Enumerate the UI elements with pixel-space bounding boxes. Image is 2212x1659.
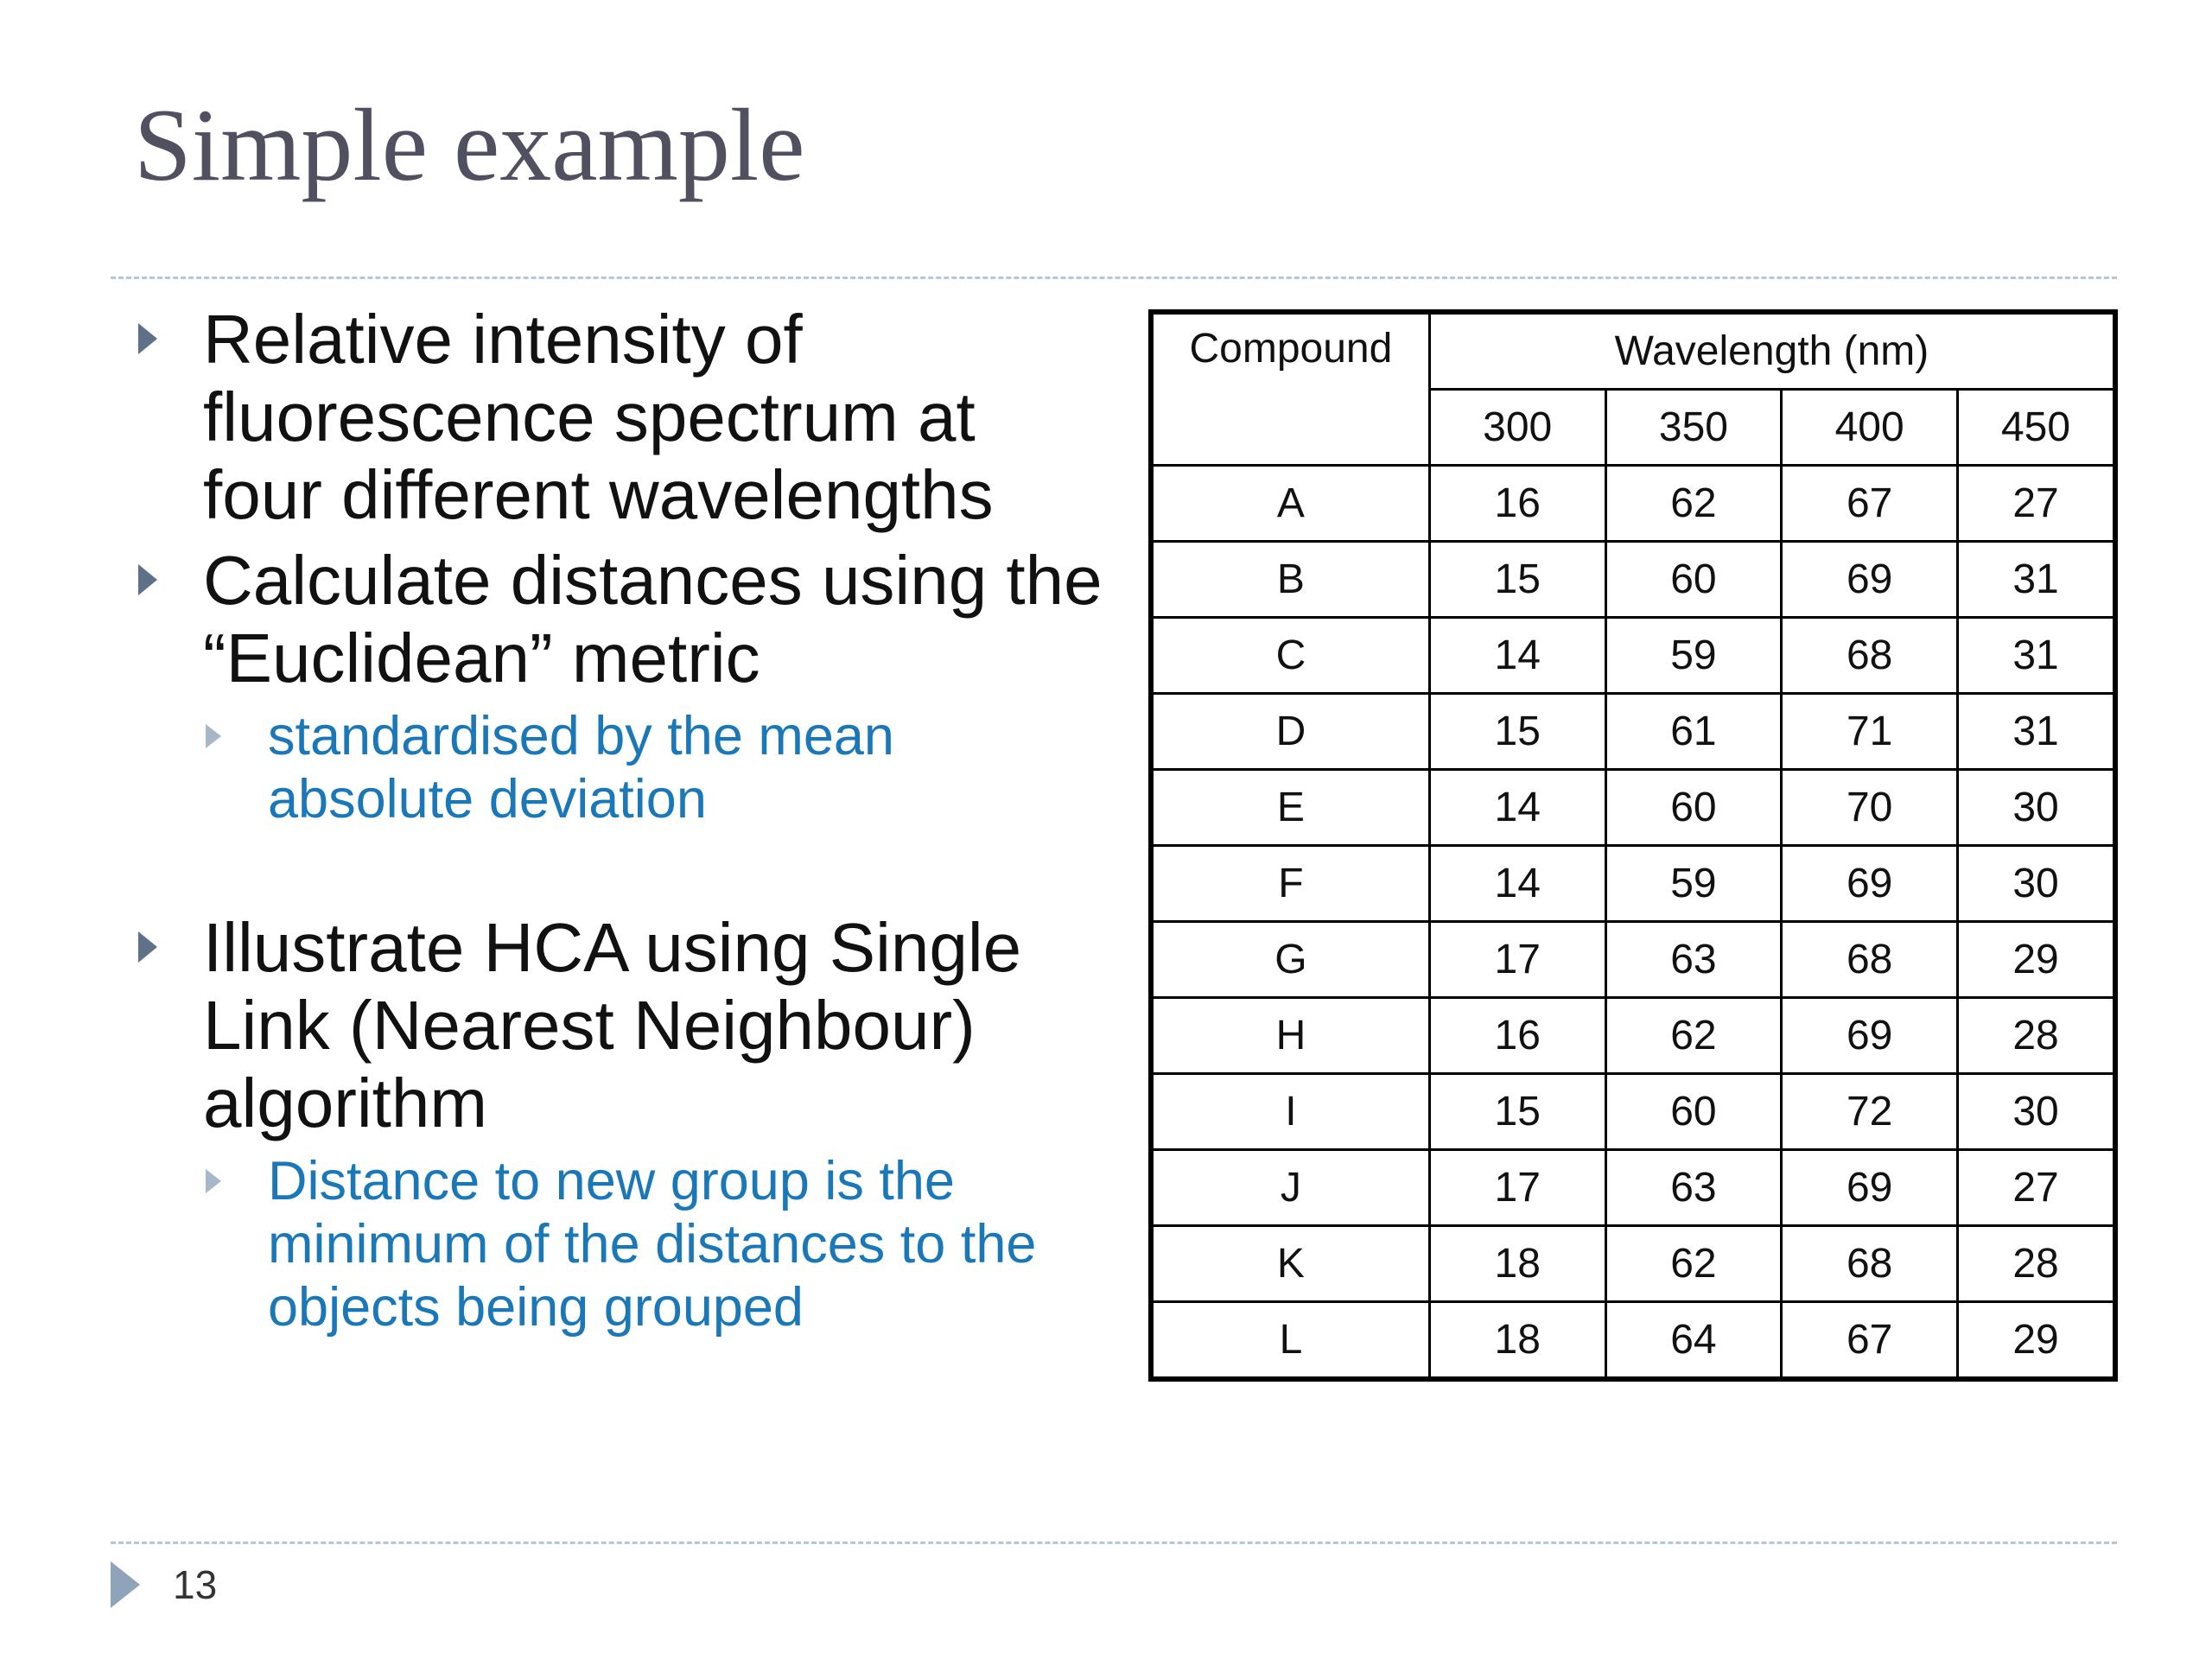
intensity-cell: 71 [1782, 694, 1958, 770]
table-header-row [1151, 312, 2115, 390]
intensity-cell: 68 [1782, 618, 1958, 694]
compound-cell: H [1151, 998, 1429, 1074]
sub-bullet-arrow-icon [206, 724, 221, 748]
intensity-cell: 18 [1429, 1226, 1605, 1302]
wavelength-group-header: Wavelength (nm) [1429, 312, 2115, 390]
intensity-cell: 30 [1958, 846, 2115, 922]
sub-bullet-text: standardised by the mean absolute deviation [268, 706, 894, 830]
intensity-cell: 17 [1429, 1150, 1605, 1226]
table-row [1151, 618, 2115, 694]
intensity-cell: 17 [1429, 922, 1605, 998]
intensity-cell: 70 [1782, 770, 1958, 846]
intensity-cell: 14 [1429, 618, 1605, 694]
compound-cell: C [1151, 618, 1429, 694]
intensity-cell: 15 [1429, 542, 1605, 618]
table-row [1151, 1150, 2115, 1226]
intensity-cell: 60 [1605, 1074, 1782, 1150]
top-divider [111, 276, 2117, 279]
wavelength-header: 300 [1429, 390, 1605, 466]
intensity-cell: 14 [1429, 846, 1605, 922]
intensity-cell: 63 [1605, 1150, 1782, 1226]
compound-cell: D [1151, 694, 1429, 770]
intensity-cell: 31 [1958, 694, 2115, 770]
wavelength-header: 400 [1782, 390, 1958, 466]
sub-bullet-arrow-icon [206, 1169, 221, 1193]
footer-arrow-icon [111, 1561, 140, 1608]
bullet-item [130, 542, 1106, 697]
compound-cell: J [1151, 1150, 1429, 1226]
intensity-cell: 59 [1605, 618, 1782, 694]
intensity-cell: 18 [1429, 1302, 1605, 1380]
intensity-cell: 64 [1605, 1302, 1782, 1380]
sub-bullet-item [130, 705, 1106, 831]
table-row [1151, 846, 2115, 922]
intensity-cell: 59 [1605, 846, 1782, 922]
page-number: 13 [173, 1562, 218, 1607]
intensity-cell: 68 [1782, 922, 1958, 998]
intensity-cell: 30 [1958, 770, 2115, 846]
intensity-cell: 29 [1958, 922, 2115, 998]
sub-bullet-text: Distance to new group is the minimum of the distances to the objects being grouped [268, 1151, 1037, 1338]
bottom-divider [111, 1541, 2117, 1544]
intensity-cell: 62 [1605, 1226, 1782, 1302]
bullet-text: Illustrate HCA using Single Link (Nearest Neighbour) algorithm [203, 909, 1022, 1141]
bullet-arrow-icon [138, 323, 157, 354]
compound-cell: B [1151, 542, 1429, 618]
compound-cell: G [1151, 922, 1429, 998]
intensity-cell: 28 [1958, 1226, 2115, 1302]
intensity-cell: 68 [1782, 1226, 1958, 1302]
compound-cell: A [1151, 466, 1429, 542]
intensity-cell: 67 [1782, 1302, 1958, 1380]
intensity-cell: 15 [1429, 1074, 1605, 1150]
intensity-cell: 69 [1782, 998, 1958, 1074]
intensity-cell: 31 [1958, 542, 2115, 618]
intensity-cell: 27 [1958, 1150, 2115, 1226]
intensity-cell: 61 [1605, 694, 1782, 770]
table-row [1151, 694, 2115, 770]
bullet-arrow-icon [138, 931, 157, 963]
intensity-cell: 15 [1429, 694, 1605, 770]
intensity-cell: 16 [1429, 998, 1605, 1074]
intensity-cell: 72 [1782, 1074, 1958, 1150]
intensity-cell: 62 [1605, 998, 1782, 1074]
intensity-cell: 14 [1429, 770, 1605, 846]
compound-cell: I [1151, 1074, 1429, 1150]
bullet-text: Relative intensity of fluorescence spectrum at four different wavelengths [203, 301, 994, 533]
wavelength-header: 450 [1958, 390, 2115, 466]
sub-bullet-item [130, 1150, 1106, 1339]
intensity-cell: 16 [1429, 466, 1605, 542]
table-row [1151, 998, 2115, 1074]
table-row [1151, 1226, 2115, 1302]
compound-header: Compound [1151, 312, 1429, 466]
intensity-cell: 69 [1782, 1150, 1958, 1226]
wavelength-table [1148, 309, 2118, 1382]
intensity-cell: 69 [1782, 846, 1958, 922]
bullet-item [130, 909, 1106, 1142]
table-row [1151, 542, 2115, 618]
intensity-cell: 63 [1605, 922, 1782, 998]
intensity-cell: 60 [1605, 542, 1782, 618]
slide-title: Simple example [134, 87, 805, 202]
intensity-cell: 67 [1782, 466, 1958, 542]
bullet-item [130, 301, 1106, 534]
intensity-cell: 29 [1958, 1302, 2115, 1380]
compound-cell: F [1151, 846, 1429, 922]
intensity-cell: 60 [1605, 770, 1782, 846]
intensity-cell: 30 [1958, 1074, 2115, 1150]
table-row [1151, 466, 2115, 542]
intensity-cell: 28 [1958, 998, 2115, 1074]
bullet-list [130, 301, 1106, 1339]
table-row [1151, 1074, 2115, 1150]
intensity-cell: 62 [1605, 466, 1782, 542]
intensity-cell: 27 [1958, 466, 2115, 542]
intensity-cell: 31 [1958, 618, 2115, 694]
intensity-cell: 69 [1782, 542, 1958, 618]
table-row [1151, 922, 2115, 998]
bullet-text: Calculate distances using the “Euclidean” metric [203, 542, 1103, 696]
compound-cell: K [1151, 1226, 1429, 1302]
wavelength-header: 350 [1605, 390, 1782, 466]
table-row [1151, 770, 2115, 846]
compound-cell: L [1151, 1302, 1429, 1380]
table-row [1151, 1302, 2115, 1380]
bullet-arrow-icon [138, 564, 157, 595]
compound-cell: E [1151, 770, 1429, 846]
